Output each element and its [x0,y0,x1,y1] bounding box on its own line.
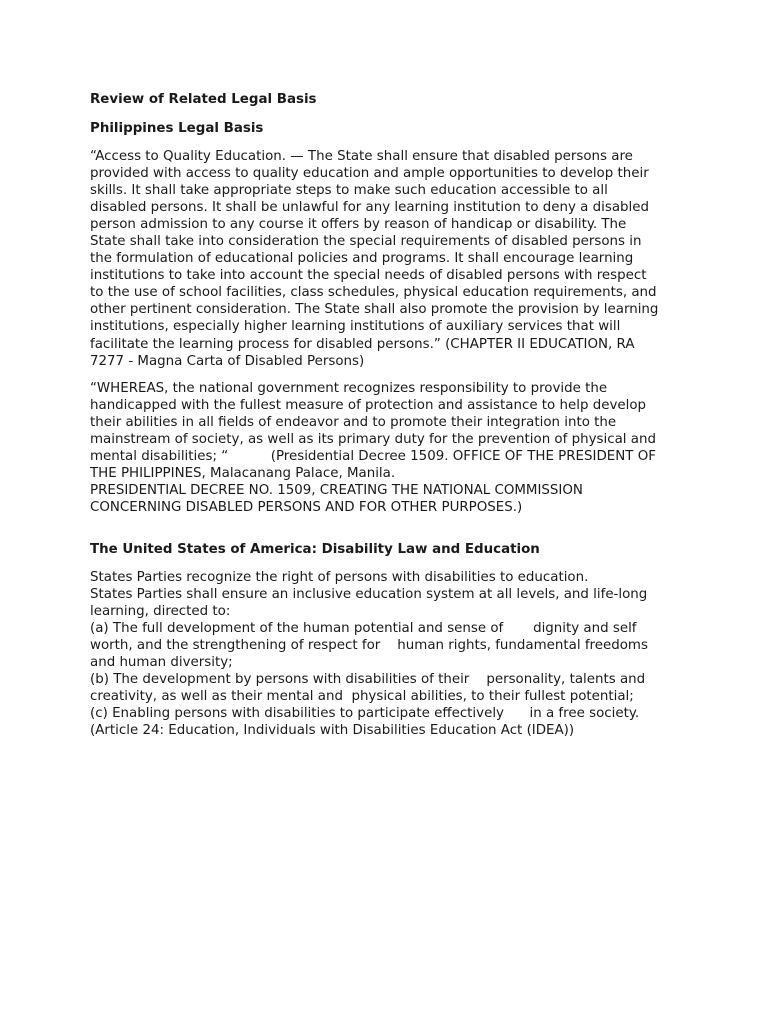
text-line: institutions to take into account the special needs of disabled persons with respect [90,268,647,284]
text-line: mainstream of society, as well as its primary duty for the prevention of physical and [90,431,656,447]
text-line: PRESIDENTIAL DECREE NO. 1509, CREATING THE NATIONAL COMMISSION [90,482,583,498]
text-line: (Article 24: Education, Individuals with Disabilities Education Act (IDEA)) [90,723,575,739]
text-line: disabled persons. It shall be unlawful for any learning institution to deny a disabled [90,200,650,216]
text-line: person admission to any course it offers by reason of handicap or disability. The [90,217,627,233]
text-line: learning, directed to: [90,604,231,620]
text-line: the formulation of educational policies and programs. It shall encourage learning [90,251,634,267]
text-line: institutions, especially higher learning institutions of auxiliary services that will [90,319,621,335]
document-page [90,91,690,749]
text-line: (b) The development by persons with disabilities of their personality, talents and [90,672,646,688]
text-line: THE PHILIPPINES, Malacanang Palace, Manila. [90,465,396,481]
text-line: other pertinent consideration. The State shall also promote the provision by learning [90,302,659,318]
paragraph-disability-law-education [90,569,690,739]
text-line: States Parties recognize the right of persons with disabilities to education. [90,569,589,585]
text-line: State shall take into consideration the special requirements of disabled persons in [90,234,642,250]
text-line: worth, and the strengthening of respect for human rights, fundamental freedoms [90,638,648,654]
text-line: provided with access to quality education and ample opportunities to develop their [90,166,649,182]
text-line: CONCERNING DISABLED PERSONS AND FOR OTHER PURPOSES.) [90,499,523,515]
text-line: “Access to Quality Education. — The State shall ensure that disabled persons are [90,149,633,164]
text-line: mental disabilities; “ (Presidential Decree 1509. OFFICE OF THE PRESIDENT OF [90,448,656,464]
paragraph-presidential-decree [90,380,690,516]
text-line: 7277 - Magna Carta of Disabled Persons) [90,353,365,369]
text-line: (c) Enabling persons with disabilities to participate effectively in a free society. [90,706,640,722]
document-title: Review of Related Legal Basis [90,92,317,107]
text-line: (a) The full development of the human potential and sense of dignity and self [90,621,637,637]
text-line: their abilities in all fields of endeavor and to promote their integration into the [90,414,617,430]
text-line: “WHEREAS, the national government recognizes responsibility to provide the [90,380,608,396]
paragraph-access-to-quality-education [90,148,690,370]
text-line: skills. It shall take appropriate steps to make such education accessible to all [90,183,608,199]
text-line: facilitate the learning process for disabled persons.” (CHAPTER II EDUCATION, RA [90,336,635,352]
section-heading-usa: The United States of America: Disability Law and Education [90,541,540,557]
text-line: and human diversity; [90,655,233,671]
section-heading-philippines: Philippines Legal Basis [90,121,264,136]
text-line: to the use of school facilities, class schedules, physical education requirements, and [90,285,657,301]
text-line: creativity, as well as their mental and physical abilities, to their fullest potential; [90,689,634,705]
text-line: handicapped with the fullest measure of protection and assistance to help develop [90,397,647,413]
text-line: States Parties shall ensure an inclusive education system at all levels, and life-long [90,587,648,603]
